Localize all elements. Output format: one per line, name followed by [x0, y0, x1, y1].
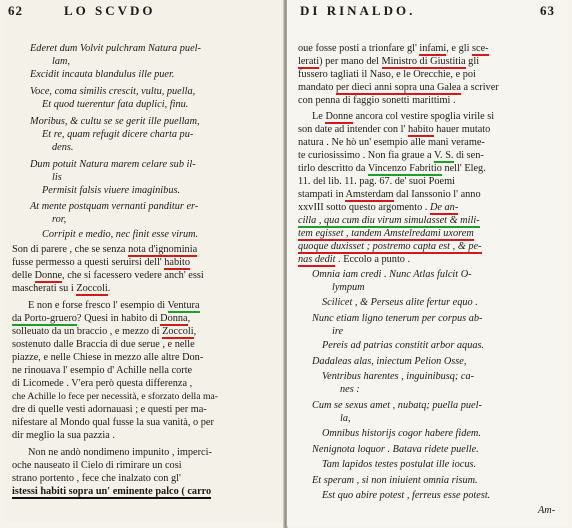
- prose-line: lerati) per mano del Ministro di Giustitia gli: [298, 56, 480, 67]
- verse-line: Nunc etiam ligno tenerum per corpus ab-: [312, 313, 483, 324]
- prose-line: da Porto-gruero? Quesi in habito di Donna,: [12, 313, 191, 324]
- highlight-red: De an-: [429, 202, 459, 213]
- verse-line: Nenignota loquor . Batava ridete puelle.: [312, 444, 479, 455]
- prose-line: te curiosissimo . Non fia graue a V. S. di sen-: [298, 150, 484, 161]
- prose-line: [298, 227, 474, 240]
- highlight-black: eminente palco: [112, 486, 179, 497]
- verse-line: lam,: [52, 56, 71, 67]
- verse-line: Voce, coma similis crescit, vultu, puella,: [30, 86, 196, 97]
- highlight-red: lerati: [298, 56, 320, 67]
- prose-line: delle Donne, che si facessero vedere anch' essi: [12, 270, 204, 281]
- verse-line: Omnia iam credi . Nunc Atlas fulcit O-: [312, 269, 472, 280]
- highlight-red: habito: [407, 124, 434, 135]
- highlight-red: Donna: [160, 313, 188, 324]
- verse-line: Excidit incauta blandulus ille puer.: [30, 69, 175, 80]
- highlight-red: Amsterdam: [345, 189, 394, 200]
- verse-line: Ventribus harentes , inguinibusq; ca-: [322, 371, 475, 382]
- verse-line: Dum potuit Natura marem celare sub il-: [30, 159, 196, 170]
- prose-line: tirlo descritto da Vincenzo Fabritio nell' Eleg.: [298, 163, 486, 174]
- highlight-red: per dieci anni sopra una Galea: [336, 82, 461, 93]
- prose-line: Non ne andò nondimeno impunito , imperci-: [28, 447, 212, 458]
- prose-line: [298, 240, 482, 253]
- prose-line: nifestare al Mondo qual fusse la sua vanità, o per: [12, 417, 214, 428]
- prose-line: che Achille lo fece per necessità, e sforzato della ma-: [12, 391, 219, 402]
- highlight-red: Donne: [325, 111, 353, 122]
- verse-line: Pereis ad patrias constitit arbor aquas.: [322, 340, 485, 351]
- prose-line: xxvIII sotto questo argomento . De an-: [298, 202, 459, 213]
- prose-line: oche nauseato il Cielo di rimirare un cosi: [12, 460, 182, 471]
- prose-line: natura . Ne hò un' esempio alle mani verame-: [298, 137, 485, 148]
- prose-line: dir meglio la sua pazzia .: [12, 430, 115, 441]
- verse-line: Et re, quam refugit dicere charta pu-: [42, 129, 194, 140]
- verse-line: lis: [52, 172, 62, 183]
- verse-line: ror,: [52, 214, 67, 225]
- verse-line: nes :: [340, 384, 360, 395]
- prose-line: oue fosse posti a trionfare gl' infami, e gli sce-: [298, 43, 489, 54]
- verse-line: Dadaleas alas, iniectum Pelion Osse,: [312, 356, 467, 367]
- prose-line: Son di parere , che se senza nota d'ignominia: [12, 244, 198, 255]
- verse-line: Tam lapidos testes postulat ille iocus.: [322, 459, 477, 470]
- highlight-red: infami: [419, 43, 447, 54]
- prose-line: con penna di faggio sonetti marittimi .: [298, 95, 456, 106]
- prose-line: ne rinouava l' esempio d' Achille nella corte: [12, 365, 193, 376]
- prose-line: [12, 485, 211, 498]
- highlight-red: quoque duxisset ; postremo capta est , & pe-: [298, 241, 482, 252]
- verse-line: Scilicet , & Perseus alite fertur equo .: [322, 297, 478, 308]
- prose-line: E non e forse fresco l' esempio di Ventura: [28, 300, 200, 311]
- prose-line: 11. del lib. 11. pag. 67. de' suoi Poemi: [298, 176, 455, 187]
- verse-line: Omnibus historijs cogor habere fidem.: [322, 428, 481, 439]
- verse-line: ire: [332, 326, 344, 337]
- verse-line: dens.: [52, 142, 74, 153]
- highlight-red: Ministro di Giustitia: [381, 56, 466, 67]
- right-running-head: DI RINALDO.: [300, 3, 416, 18]
- catchword: Am-: [538, 505, 556, 516]
- right-page-number: 63: [540, 3, 555, 18]
- left-running-head: LO SCVDO: [64, 3, 156, 18]
- highlight-black: istessi habiti sopra un': [12, 486, 113, 497]
- prose-line: di Licomede . V'era però questa differenza ,: [12, 378, 193, 389]
- verse-line: la,: [340, 413, 351, 424]
- highlight-red: tem egisset , tandem Amstelredami uxorem: [298, 228, 474, 239]
- prose-line: dre di quelle vesti adornauasi ; e questi per ma-: [12, 404, 207, 415]
- highlight-red: sce-: [472, 43, 489, 54]
- highlight-red: habito: [164, 257, 191, 268]
- verse-line: Corripit e medio, nec finit esse virum.: [42, 229, 199, 240]
- prose-line: [298, 214, 480, 227]
- verse-line: Cum se sexus amet , nubatq; puella puel-: [312, 400, 482, 411]
- prose-line: Le Donne ancora col vestire spoglia virile si: [312, 111, 495, 122]
- prose-line: mascherati su i Zoccoli.: [12, 283, 111, 294]
- prose-line: nas dedit . Eccolo a punto .: [298, 254, 411, 265]
- verse-line: lympum: [332, 282, 365, 293]
- left-page-number: 62: [8, 3, 23, 18]
- highlight-green: da Porto-gruero: [12, 313, 77, 324]
- highlight-red: nota d'ignominia: [128, 244, 198, 255]
- prose-line: fussero tagliati il Naso, e le Orecchie, e poi: [298, 69, 476, 80]
- prose-line: piazze, e nelle Chiese in mezzo alle altre Don-: [12, 352, 204, 363]
- highlight-green: Ventura: [167, 300, 200, 311]
- verse-line: At mente postquam vernanti panditur er-: [30, 201, 199, 212]
- prose-line: stampati in Amsterdam dal Ianssonio l' anno: [298, 189, 481, 200]
- highlight-green: V. S.: [433, 150, 454, 161]
- highlight-red: Donne: [34, 270, 63, 281]
- verse-line: Permisit falsis viuere imaginibus.: [42, 185, 181, 196]
- prose-line: solleuato da un braccio , e mezzo di Zoccoli,: [12, 326, 197, 337]
- highlight-green: Vincenzo Fabritio: [367, 163, 442, 174]
- prose-line: fusse permesso a questi seruirsi dell' habito: [12, 257, 191, 268]
- highlight-red: Zoccoli: [162, 326, 194, 337]
- verse-line: Moribus, & cultu se se gerit ille puellam,: [30, 116, 200, 127]
- highlight-red: Zoccoli: [76, 283, 108, 294]
- prose-line: sostenuto dalle Braccia di due serue , e nelle: [12, 339, 195, 350]
- verse-line: Est quo abire potest , ferreus esse potest.: [322, 490, 491, 501]
- verse-line: Ederet dum Volvit pulchram Natura puel-: [30, 43, 201, 54]
- prose-line: mandato per dieci anni sopra una Galea a scriver: [298, 82, 499, 93]
- highlight-red: nas dedit: [298, 254, 336, 265]
- prose-line: son date ad intender con l' habito hauer mutato: [298, 124, 491, 135]
- verse-line: Et quod tuerentur fata duplici, finu.: [42, 99, 189, 110]
- verse-line: Et speram , si non iniuient omnia risum.: [312, 475, 478, 486]
- highlight-green: cilla , qua cum diu virum simulasset & mili-: [298, 215, 480, 226]
- prose-line: strano portento , fece che inalzato con gl': [12, 473, 181, 484]
- highlight-black: ( carro: [178, 486, 212, 497]
